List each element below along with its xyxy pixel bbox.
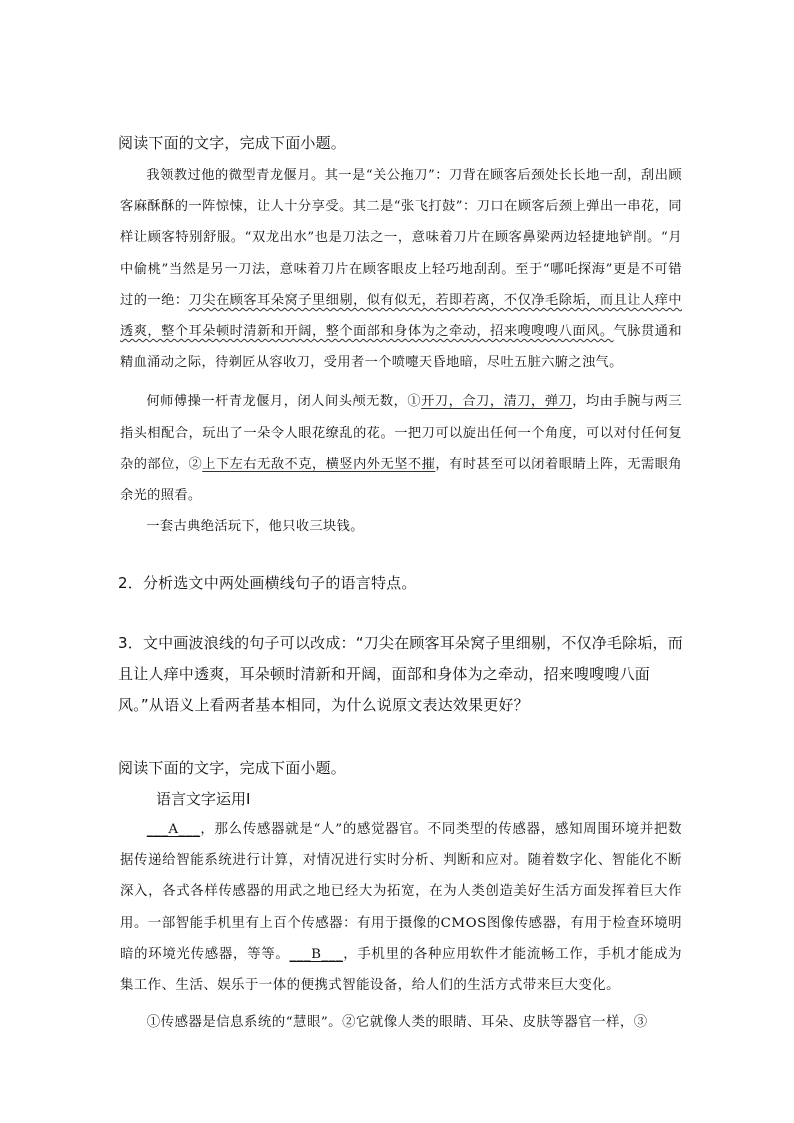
question-2 [118, 568, 684, 599]
passage-paragraph-2 [120, 386, 682, 511]
sensor-paragraph-1 [120, 814, 682, 1001]
question-3 [118, 628, 684, 721]
section1-intro: 阅读下面的文字，完成下面小题。 [118, 134, 347, 152]
underlined-sentence-2: 上下左右无敌不克，横竖内外无坚不摧 [202, 456, 436, 472]
section2-subtitle: 语言文字运用Ⅰ [156, 790, 251, 808]
paragraph-text: ，均由手腕与两三指头相配合，玩出了一朵令人眼花缭乱的花。一把刀可以旋出任何一个角度，可以对付任何复杂的部位，② [120, 394, 682, 472]
passage-paragraph-3: 一套古典绝活玩下，他只收三块钱。 [146, 519, 364, 535]
wavy-underlined-sentence: 刀尖在顾客耳朵窝子里细剔，似有似无，若即若离，不仅净毛除垢，而且让人痒中透爽，整个耳朵顿时清新和开阔，整个面部和身体为之牵动，招来嗖嗖嗖八面风。 [120, 292, 683, 340]
passage-barber [120, 160, 682, 542]
underlined-sentence-1: 开刀，合刀，清刀，弹刀 [421, 394, 573, 410]
paragraph-text: ，那么传感器就是“人”的感觉器官。不同类型的传感器，感知周围环境并把数据传递给智能系统进行计算，对情况进行实时分析、判断和应对。随着数字化、智能化不断深入，各式各样传感器的用武之地已经大为拓宽，在为人类创造美好生活方面发挥着巨大作用。一部智能手机里有上百个传感器：有用于摄像的CMOS图像传感器，有用于检查环境明暗的环境光传感器，等等。 [120, 822, 682, 962]
passage-sensor [120, 814, 682, 1038]
paragraph-text: 气脉贯通和精血涌动之际，待剃匠从容收刀，受用者一个喷嚏天昏地暗，尽吐五脏六腑之浊气。 [120, 324, 682, 371]
paragraph-text: ，手机里的各种应用软件才能流畅工作，手机才能成为集工作、生活、娱乐于一体的便携式智能设备，给人们的生活方式带来巨大变化。 [120, 946, 683, 994]
paragraph-text: 我领教过他的微型青龙偃月。其一是“关公拖刀”：刀背在顾客后颈处长长地一刮，刮出顾客麻酥酥的一阵惊悚，让人十分享受。其二是“张飞打鼓”：刀口在顾客后颈上弹出一串花，同样让顾客特别舒服。“双龙出水”也是刀法之一，意味着刀片在顾客鼻梁两边轻捷地铲削。“月中偷桃”当然是另一刀法，意味着刀片在顾客眼皮上轻巧地刮刮。至于“哪吒探海”更是不可错过的一绝： [120, 168, 682, 308]
question-2-text: 2．分析选文中两处画横线句子的语言特点。 [118, 574, 417, 592]
blank-b: ___B___ [289, 946, 344, 962]
blank-a: ___A___ [146, 822, 201, 837]
paragraph-text: 何师傅操一杆青龙偃月，闭人间头颅无数，① [146, 394, 422, 410]
paragraph-text: ，有时甚至可以闭着眼睛上阵，无需眼角余光的照看。 [120, 456, 682, 504]
sensor-paragraph-2: ①传感器是信息系统的“慧眼”。②它就像人类的眼睛、耳朵、皮肤等器官一样，③ [146, 1015, 648, 1031]
question-3-text: 3．文中画波浪线的句子可以改成：“刀尖在顾客耳朵窝子里细剔，不仅净毛除垢，而且让人痒中透爽，耳朵顿时清新和开阔，面部和身体为之牵动，招来嗖嗖嗖八面风。”从语义上看两者基本相同，为什么说原文表达效果更好？ [118, 634, 683, 714]
section2-intro: 阅读下面的文字，完成下面小题。 [118, 759, 347, 777]
passage-paragraph-1 [120, 160, 682, 378]
